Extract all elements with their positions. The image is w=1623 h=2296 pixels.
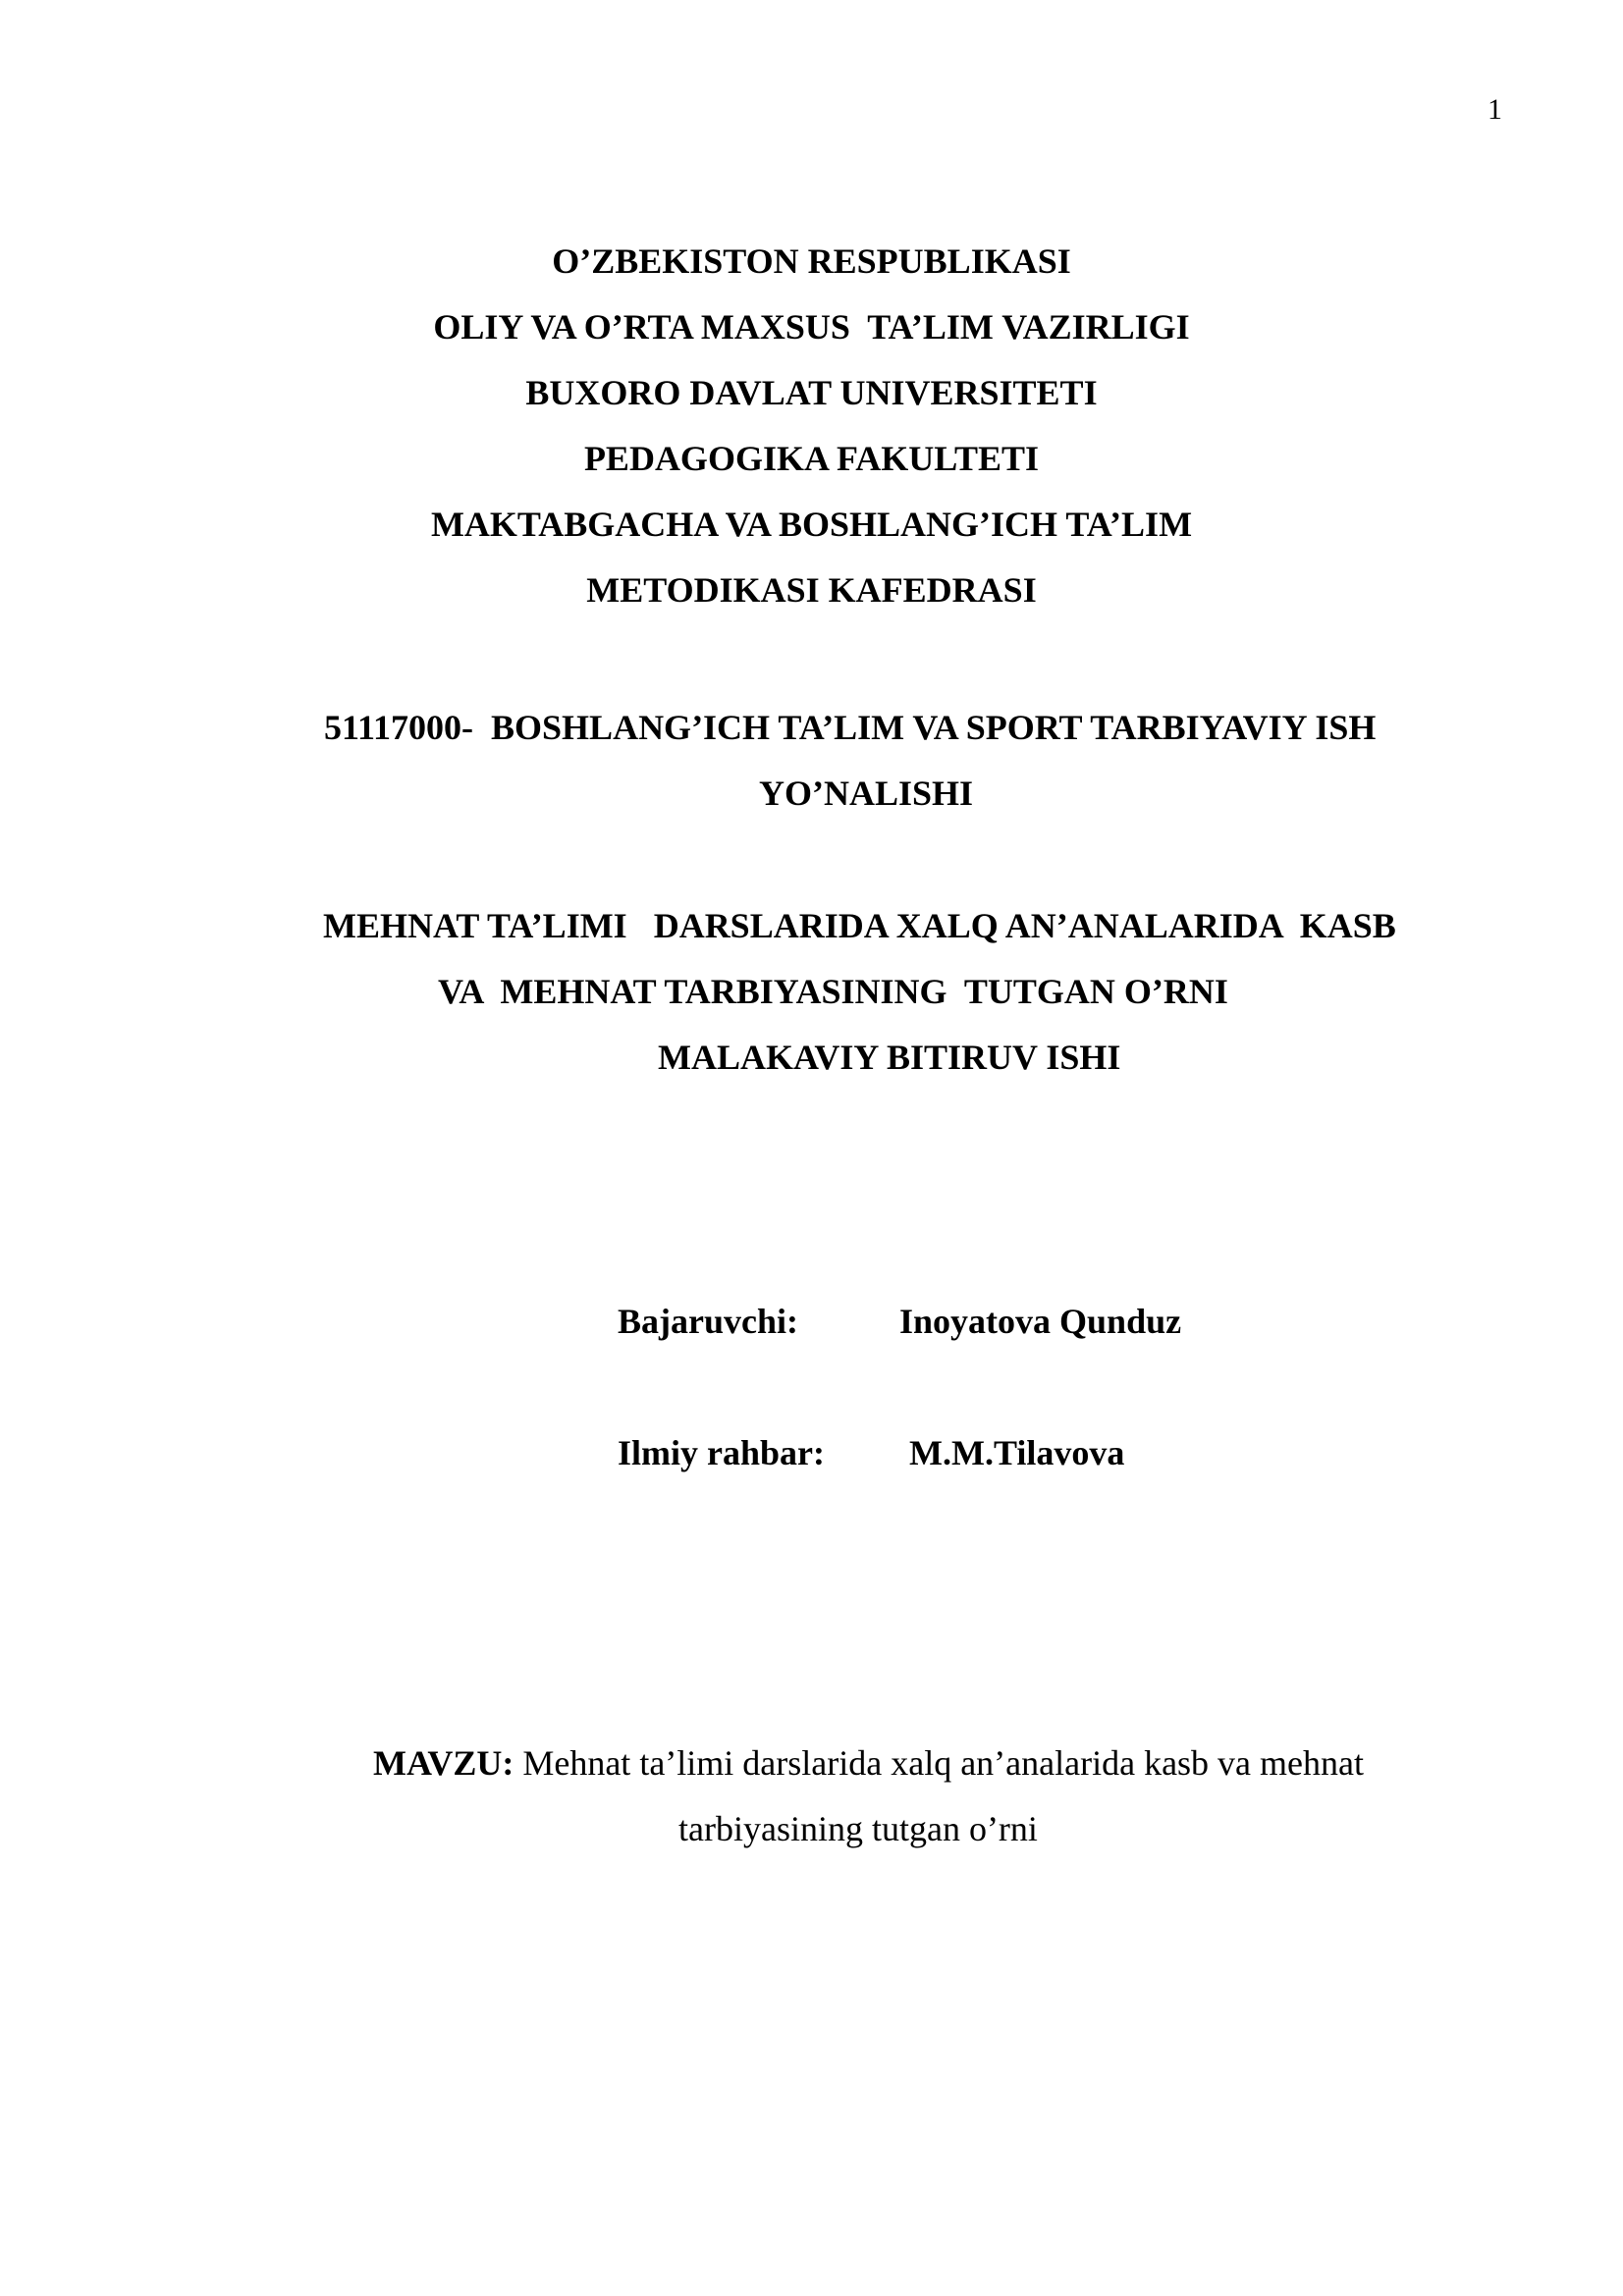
author-label: Bajaruvchi:	[618, 1302, 798, 1341]
supervisor-label: Ilmiy rahbar:	[618, 1433, 825, 1472]
header-line-ministry: OLIY VA O’RTA MAXSUS TA’LIM VAZIRLIGI	[433, 307, 1190, 347]
header-line-department-1: MAKTABGACHA VA BOSHLANG’ICH TA’LIM	[430, 505, 1193, 544]
topic-text-1: Mehnat ta’limi darslarida xalq an’analarida kasb va mehnat	[514, 1743, 1364, 1783]
topic-label: MAVZU:	[373, 1743, 514, 1783]
header-line-faculty: PEDAGOGIKA FAKULTETI	[583, 439, 1040, 478]
institution-header	[0, 238, 1623, 632]
topic-line-1	[373, 1739, 1364, 1787]
page-number: 1	[1488, 93, 1502, 126]
topic-text-2: tarbiyasining tutgan o’rni	[678, 1809, 1038, 1848]
header-line-country: O’ZBEKISTON RESPUBLIKASI	[552, 241, 1071, 281]
thesis-title-line-1: MEHNAT TA’LIMI DARSLARIDA XALQ AN’ANALARIDA KASB	[323, 906, 1396, 945]
header-line-university: BUXORO DAVLAT UNIVERSITETI	[525, 373, 1098, 412]
thesis-title-line-2: VA MEHNAT TARBIYASINING TUTGAN O’RNI	[438, 972, 1228, 1011]
header-line-department-2: METODIKASI KAFEDRASI	[586, 570, 1037, 610]
author-name: Inoyatova Qunduz	[899, 1302, 1182, 1341]
direction-line-2: YO’NALISHI	[759, 774, 974, 813]
thesis-title-line-3: MALAKAVIY BITIRUV ISHI	[658, 1038, 1121, 1077]
supervisor-name: M.M.Tilavova	[909, 1433, 1125, 1472]
direction-line-1: 51117000- BOSHLANG’ICH TA’LIM VA SPORT TARBIYAVIY ISH	[324, 708, 1377, 747]
